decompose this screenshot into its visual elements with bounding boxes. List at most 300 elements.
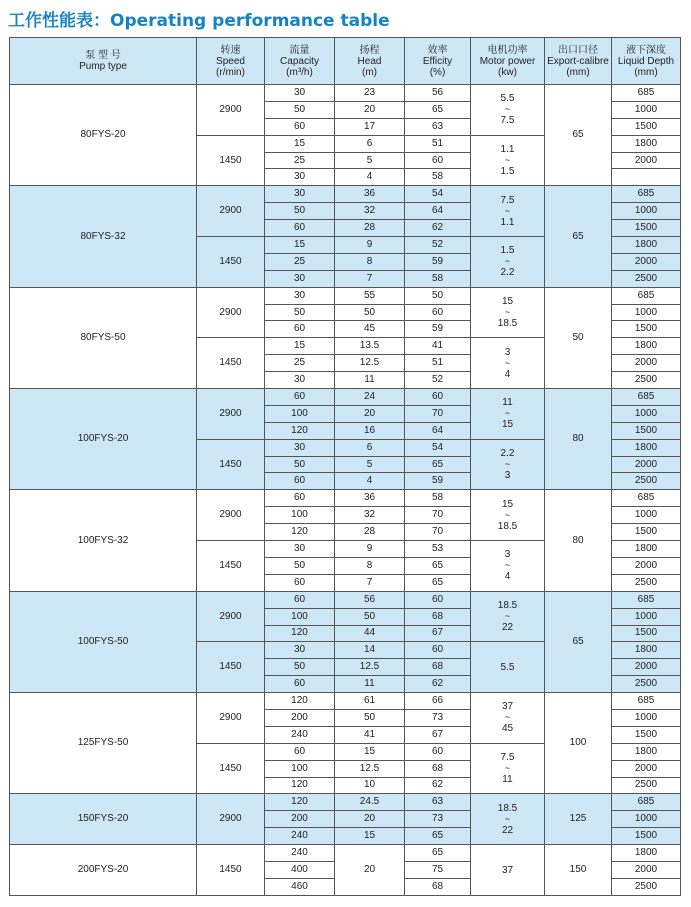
- header-motor-power-cn: 电机功率: [487, 44, 528, 56]
- efficiency-cell: 54: [405, 439, 471, 456]
- speed-cell: 1450: [197, 135, 265, 186]
- efficiency-cell: 62: [405, 220, 471, 237]
- header-head-unit: (m): [362, 66, 377, 78]
- speed-cell: 1450: [197, 743, 265, 794]
- liquid-depth-cell: 2000: [612, 557, 681, 574]
- head-cell: 11: [335, 676, 405, 693]
- header-efficiency: [405, 38, 471, 85]
- capacity-cell: 30: [265, 642, 335, 659]
- motor-power-value: 45: [501, 723, 514, 735]
- efficiency-cell: 70: [405, 507, 471, 524]
- motor-power-cell: [471, 591, 545, 642]
- capacity-cell: 120: [265, 422, 335, 439]
- range-tilde: ~: [504, 813, 511, 824]
- liquid-depth-cell: 1000: [612, 507, 681, 524]
- pump-model-cell: 80FYS-50: [10, 287, 197, 388]
- pump-model-cell: 150FYS-20: [10, 794, 197, 845]
- liquid-depth-cell: 685: [612, 591, 681, 608]
- motor-power-value: 37: [501, 701, 514, 713]
- efficiency-cell: 62: [405, 676, 471, 693]
- efficiency-cell: 51: [405, 135, 471, 152]
- head-cell: 4: [335, 473, 405, 490]
- motor-power-range: [471, 194, 544, 229]
- motor-power-value: 18.5: [497, 520, 518, 532]
- liquid-depth-cell: 2500: [612, 574, 681, 591]
- motor-power-range: [471, 396, 544, 431]
- header-speed-en: Speed: [216, 55, 245, 67]
- efficiency-cell: 70: [405, 524, 471, 541]
- header-efficiency-unit: (%): [429, 66, 446, 78]
- motor-power-cell: [471, 135, 545, 186]
- head-cell: 16: [335, 422, 405, 439]
- header-head-cn: 扬程: [359, 44, 380, 56]
- efficiency-cell: 67: [405, 726, 471, 743]
- speed-cell: 2900: [197, 794, 265, 845]
- head-cell: 61: [335, 693, 405, 710]
- capacity-cell: 100: [265, 405, 335, 422]
- export-calibre-cell: 125: [545, 794, 612, 845]
- motor-power-value: 18.5: [497, 600, 518, 612]
- capacity-cell: 120: [265, 693, 335, 710]
- table-row: [10, 85, 681, 102]
- head-cell: 23: [335, 85, 405, 102]
- speed-cell: 2900: [197, 186, 265, 237]
- capacity-cell: 30: [265, 439, 335, 456]
- efficiency-cell: 60: [405, 642, 471, 659]
- efficiency-cell: 54: [405, 186, 471, 203]
- motor-power-value: 18.5: [497, 802, 518, 814]
- motor-power-range: [471, 244, 544, 279]
- head-cell: 55: [335, 287, 405, 304]
- motor-power-range: [471, 143, 544, 178]
- efficiency-cell: 64: [405, 203, 471, 220]
- motor-power-value: 11: [502, 397, 513, 409]
- liquid-depth-cell: 685: [612, 389, 681, 406]
- header-capacity: [265, 38, 335, 85]
- motor-power-cell: [471, 642, 545, 693]
- table-row: [10, 845, 681, 862]
- performance-table: [9, 37, 681, 896]
- liquid-depth-cell: 2500: [612, 777, 681, 794]
- motor-power-value: 7.5: [500, 115, 515, 127]
- capacity-cell: 60: [265, 490, 335, 507]
- efficiency-cell: 65: [405, 574, 471, 591]
- motor-power-range: [471, 802, 544, 837]
- motor-power-value: 4: [504, 571, 511, 583]
- capacity-cell: 15: [265, 338, 335, 355]
- range-tilde: ~: [504, 763, 511, 774]
- export-calibre-cell: 100: [545, 693, 612, 794]
- efficiency-cell: 73: [405, 709, 471, 726]
- head-cell: 12.5: [335, 760, 405, 777]
- capacity-cell: 50: [265, 101, 335, 118]
- capacity-cell: 100: [265, 608, 335, 625]
- head-cell: 6: [335, 439, 405, 456]
- capacity-cell: 240: [265, 828, 335, 845]
- efficiency-cell: 52: [405, 372, 471, 389]
- efficiency-cell: 70: [405, 405, 471, 422]
- header-efficiency-en: Efficity: [422, 55, 453, 67]
- pump-model-cell: 100FYS-20: [10, 389, 197, 490]
- head-cell: 9: [335, 237, 405, 254]
- head-cell: 32: [335, 507, 405, 524]
- liquid-depth-cell: 1800: [612, 642, 681, 659]
- head-cell: 15: [335, 743, 405, 760]
- motor-power-range: [471, 751, 544, 786]
- header-row: [10, 38, 681, 85]
- head-cell: 7: [335, 574, 405, 591]
- capacity-cell: 50: [265, 203, 335, 220]
- header-export-calibre: [545, 38, 612, 85]
- liquid-depth-cell: 1000: [612, 405, 681, 422]
- header-speed-cn: 转速: [220, 44, 241, 56]
- head-cell: 36: [335, 490, 405, 507]
- capacity-cell: 240: [265, 726, 335, 743]
- efficiency-cell: 65: [405, 101, 471, 118]
- capacity-cell: 60: [265, 743, 335, 760]
- efficiency-cell: 68: [405, 608, 471, 625]
- capacity-cell: 400: [265, 861, 335, 878]
- header-liquid-depth-unit: (mm): [634, 66, 658, 78]
- capacity-cell: 60: [265, 389, 335, 406]
- liquid-depth-cell: 1000: [612, 101, 681, 118]
- liquid-depth-cell: 2000: [612, 760, 681, 777]
- liquid-depth-cell: 1500: [612, 524, 681, 541]
- header-export-calibre-unit: (mm): [566, 66, 590, 78]
- motor-power-value: 22: [501, 824, 514, 836]
- range-tilde: ~: [504, 408, 511, 419]
- table-row: [10, 490, 681, 507]
- efficiency-cell: 73: [405, 811, 471, 828]
- motor-power-value: 15: [501, 296, 514, 308]
- capacity-cell: 30: [265, 186, 335, 203]
- motor-power-cell: [471, 439, 545, 490]
- table-row: [10, 693, 681, 710]
- capacity-cell: 60: [265, 574, 335, 591]
- capacity-cell: 100: [265, 760, 335, 777]
- liquid-depth-cell: 1000: [612, 709, 681, 726]
- efficiency-cell: 60: [405, 743, 471, 760]
- motor-power-cell: [471, 85, 545, 136]
- motor-power-value: 3: [504, 346, 511, 358]
- head-cell: 28: [335, 524, 405, 541]
- liquid-depth-cell: 1000: [612, 608, 681, 625]
- liquid-depth-cell: 2000: [612, 355, 681, 372]
- head-cell: 24: [335, 389, 405, 406]
- capacity-cell: 460: [265, 878, 335, 895]
- page-title: 工作性能表：Operating performance table: [8, 11, 390, 31]
- head-cell: 12.5: [335, 659, 405, 676]
- header-liquid-depth-en: Liquid Depth: [617, 55, 675, 67]
- speed-cell: 1450: [197, 439, 265, 490]
- liquid-depth-cell: 1800: [612, 845, 681, 862]
- efficiency-cell: 60: [405, 152, 471, 169]
- export-calibre-cell: 80: [545, 389, 612, 490]
- motor-power-value: 18.5: [497, 318, 518, 330]
- motor-power-range: [471, 295, 544, 330]
- liquid-depth-cell: 1800: [612, 135, 681, 152]
- head-cell: 20: [335, 405, 405, 422]
- efficiency-cell: 68: [405, 878, 471, 895]
- motor-power-range: [471, 92, 544, 127]
- efficiency-cell: 51: [405, 355, 471, 372]
- head-cell: 11: [335, 372, 405, 389]
- liquid-depth-cell: 1500: [612, 828, 681, 845]
- motor-power-value: 15: [501, 498, 514, 510]
- speed-cell: 2900: [197, 287, 265, 338]
- capacity-cell: 30: [265, 287, 335, 304]
- range-tilde: ~: [504, 256, 511, 267]
- efficiency-cell: 59: [405, 253, 471, 270]
- capacity-cell: 15: [265, 135, 335, 152]
- motor-power-cell: [471, 490, 545, 541]
- table-body: [10, 85, 681, 896]
- liquid-depth-cell: 1800: [612, 743, 681, 760]
- speed-cell: 2900: [197, 85, 265, 136]
- motor-power-range: [471, 447, 544, 482]
- head-cell: 14: [335, 642, 405, 659]
- liquid-depth-cell: 2000: [612, 659, 681, 676]
- header-efficiency-cn: 效率: [427, 44, 448, 56]
- head-cell: 41: [335, 726, 405, 743]
- head-cell: 12.5: [335, 355, 405, 372]
- liquid-depth-cell: 1000: [612, 203, 681, 220]
- range-tilde: ~: [504, 560, 511, 571]
- motor-power-range: [471, 548, 544, 583]
- head-cell: 6: [335, 135, 405, 152]
- header-head-en: Head: [357, 55, 382, 67]
- range-tilde: ~: [504, 155, 511, 165]
- capacity-cell: 60: [265, 321, 335, 338]
- efficiency-cell: 58: [405, 270, 471, 287]
- liquid-depth-cell: 685: [612, 490, 681, 507]
- efficiency-cell: 50: [405, 287, 471, 304]
- motor-power-value: 3: [504, 470, 511, 482]
- head-cell: 50: [335, 304, 405, 321]
- efficiency-cell: 65: [405, 828, 471, 845]
- capacity-cell: 50: [265, 557, 335, 574]
- capacity-cell: 200: [265, 709, 335, 726]
- motor-power-cell: [471, 794, 545, 845]
- efficiency-cell: 41: [405, 338, 471, 355]
- motor-power-cell: [471, 845, 545, 896]
- efficiency-cell: 63: [405, 118, 471, 135]
- speed-cell: 1450: [197, 541, 265, 592]
- motor-power-cell: [471, 237, 545, 288]
- motor-power-value: 5.5: [500, 93, 515, 105]
- head-cell: 10: [335, 777, 405, 794]
- range-tilde: ~: [504, 205, 511, 216]
- header-liquid-depth: [612, 38, 681, 85]
- export-calibre-cell: 50: [545, 287, 612, 388]
- efficiency-cell: 67: [405, 625, 471, 642]
- speed-cell: 1450: [197, 845, 265, 896]
- speed-cell: 2900: [197, 389, 265, 440]
- speed-cell: 2900: [197, 490, 265, 541]
- capacity-cell: 60: [265, 118, 335, 135]
- head-cell: 9: [335, 541, 405, 558]
- head-cell: 20: [335, 811, 405, 828]
- liquid-depth-cell: 2500: [612, 372, 681, 389]
- speed-cell: 1450: [197, 642, 265, 693]
- header-capacity-en: Capacity: [280, 55, 319, 67]
- capacity-cell: 50: [265, 456, 335, 473]
- table-row: [10, 794, 681, 811]
- motor-power-cell: [471, 287, 545, 338]
- capacity-cell: 15: [265, 237, 335, 254]
- motor-power-cell: [471, 743, 545, 794]
- liquid-depth-cell: 1500: [612, 625, 681, 642]
- capacity-cell: 30: [265, 169, 335, 186]
- header-capacity-cn: 流量: [289, 44, 310, 56]
- capacity-cell: 30: [265, 372, 335, 389]
- liquid-depth-cell: 685: [612, 794, 681, 811]
- export-calibre-cell: 65: [545, 186, 612, 287]
- head-cell: 32: [335, 203, 405, 220]
- header-motor-power: [471, 38, 545, 85]
- speed-cell: 2900: [197, 693, 265, 744]
- efficiency-cell: 58: [405, 490, 471, 507]
- capacity-cell: 30: [265, 85, 335, 102]
- liquid-depth-cell: 2500: [612, 878, 681, 895]
- table-row: [10, 186, 681, 203]
- capacity-cell: 25: [265, 355, 335, 372]
- motor-power-cell: [471, 338, 545, 389]
- liquid-depth-cell: 1500: [612, 220, 681, 237]
- liquid-depth-cell: 1500: [612, 422, 681, 439]
- liquid-depth-cell: 2500: [612, 270, 681, 287]
- efficiency-cell: 66: [405, 693, 471, 710]
- liquid-depth-cell: 1500: [612, 118, 681, 135]
- capacity-cell: 60: [265, 591, 335, 608]
- liquid-depth-cell: 1800: [612, 541, 681, 558]
- head-cell: 36: [335, 186, 405, 203]
- export-calibre-cell: 65: [545, 591, 612, 692]
- capacity-cell: 30: [265, 270, 335, 287]
- head-cell: 8: [335, 557, 405, 574]
- motor-power-value: 1.5: [500, 166, 515, 177]
- capacity-cell: 50: [265, 659, 335, 676]
- liquid-depth-cell: 1000: [612, 304, 681, 321]
- head-cell: 28: [335, 220, 405, 237]
- efficiency-cell: 65: [405, 456, 471, 473]
- speed-cell: 2900: [197, 591, 265, 642]
- range-tilde: ~: [504, 509, 511, 520]
- liquid-depth-cell: 685: [612, 287, 681, 304]
- pump-model-cell: 100FYS-50: [10, 591, 197, 692]
- motor-power-value: 15: [501, 419, 514, 431]
- liquid-depth-cell: 685: [612, 186, 681, 203]
- performance-table-wrapper: [9, 37, 680, 896]
- header-head: [335, 38, 405, 85]
- table-row: [10, 591, 681, 608]
- efficiency-cell: 52: [405, 237, 471, 254]
- header-pump-type-cn: 泵 型 号: [85, 50, 121, 61]
- liquid-depth-cell: 685: [612, 693, 681, 710]
- head-cell: 5: [335, 456, 405, 473]
- range-tilde: ~: [504, 104, 511, 115]
- head-cell: 4: [335, 169, 405, 186]
- motor-power-range: [471, 864, 544, 877]
- pump-model-cell: 100FYS-32: [10, 490, 197, 591]
- speed-cell: 1450: [197, 237, 265, 288]
- motor-power-cell: [471, 693, 545, 744]
- efficiency-cell: 62: [405, 777, 471, 794]
- liquid-depth-cell: 1000: [612, 811, 681, 828]
- motor-power-range: [471, 498, 544, 533]
- header-speed: [197, 38, 265, 85]
- capacity-cell: 30: [265, 541, 335, 558]
- liquid-depth-cell: 2000: [612, 253, 681, 270]
- motor-power-range: [471, 700, 544, 735]
- liquid-depth-cell: 2500: [612, 473, 681, 490]
- pump-model-cell: 80FYS-20: [10, 85, 197, 186]
- pump-model-cell: 125FYS-50: [10, 693, 197, 794]
- efficiency-cell: 56: [405, 85, 471, 102]
- motor-power-value: 2.2: [500, 448, 515, 460]
- motor-power-value: 22: [501, 622, 514, 634]
- header-motor-power-unit: (kw): [498, 66, 517, 78]
- motor-power-value: 37: [501, 864, 514, 876]
- capacity-cell: 25: [265, 253, 335, 270]
- efficiency-cell: 60: [405, 389, 471, 406]
- motor-power-value: 4: [504, 368, 511, 380]
- motor-power-value: 7.5: [500, 752, 515, 764]
- capacity-cell: 60: [265, 220, 335, 237]
- motor-power-value: 3: [504, 549, 511, 561]
- liquid-depth-cell: 2000: [612, 456, 681, 473]
- head-cell: 13.5: [335, 338, 405, 355]
- motor-power-range: [471, 346, 544, 381]
- motor-power-value: 5.5: [500, 661, 515, 673]
- header-pump-type: [10, 38, 197, 85]
- capacity-cell: 100: [265, 507, 335, 524]
- range-tilde: ~: [504, 357, 511, 368]
- range-tilde: ~: [504, 611, 511, 622]
- capacity-cell: 120: [265, 794, 335, 811]
- liquid-depth-cell: 2000: [612, 861, 681, 878]
- motor-power-cell: [471, 389, 545, 440]
- header-liquid-depth-cn: 液下深度: [626, 44, 666, 56]
- motor-power-value: 1.5: [500, 245, 515, 257]
- efficiency-cell: 58: [405, 169, 471, 186]
- liquid-depth-cell: 1800: [612, 439, 681, 456]
- range-tilde: ~: [504, 712, 511, 723]
- efficiency-cell: 68: [405, 659, 471, 676]
- motor-power-value: 2.2: [500, 267, 515, 279]
- liquid-depth-cell: [612, 169, 681, 186]
- efficiency-cell: 59: [405, 473, 471, 490]
- export-calibre-cell: 80: [545, 490, 612, 591]
- liquid-depth-cell: 1500: [612, 726, 681, 743]
- liquid-depth-cell: 1500: [612, 321, 681, 338]
- capacity-cell: 60: [265, 676, 335, 693]
- head-cell: 15: [335, 828, 405, 845]
- export-calibre-cell: 150: [545, 845, 612, 896]
- liquid-depth-cell: 2500: [612, 676, 681, 693]
- capacity-cell: 120: [265, 625, 335, 642]
- efficiency-cell: 53: [405, 541, 471, 558]
- capacity-cell: 60: [265, 473, 335, 490]
- capacity-cell: 120: [265, 524, 335, 541]
- header-export-calibre-cn: 出口口径: [558, 44, 598, 56]
- capacity-cell: 120: [265, 777, 335, 794]
- efficiency-cell: 75: [405, 861, 471, 878]
- head-cell: 45: [335, 321, 405, 338]
- head-cell: 50: [335, 709, 405, 726]
- header-capacity-unit: (m³/h): [286, 66, 313, 78]
- liquid-depth-cell: 1800: [612, 338, 681, 355]
